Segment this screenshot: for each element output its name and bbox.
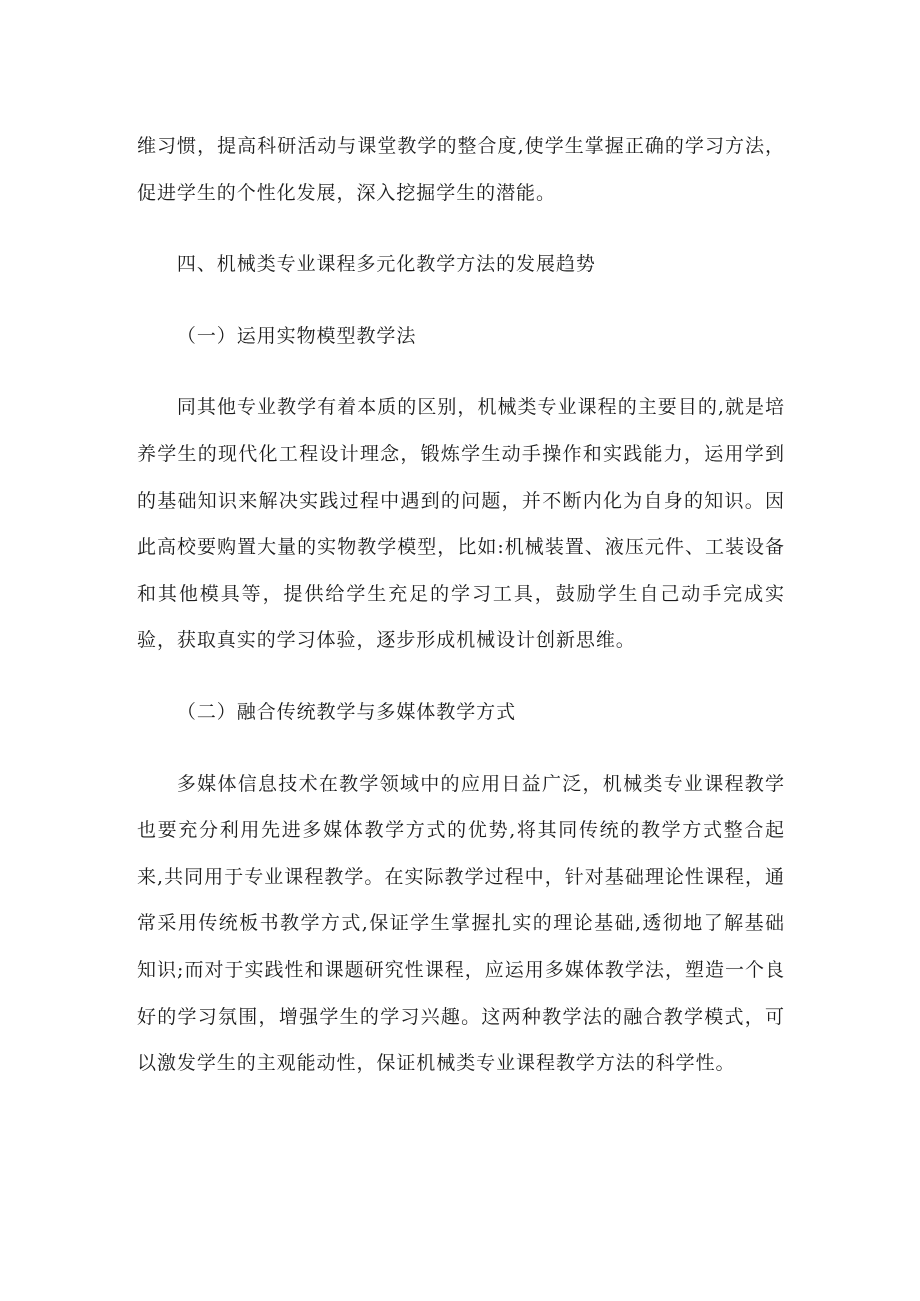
subsection-heading-2: （二）融合传统教学与多媒体教学方式 (176, 700, 517, 723)
paragraph-physical-models: 同其他专业教学有着本质的区别，机械类专业课程的主要目的,就是培养学生的现代化工程设计理念，锻炼学生动手操作和实践能力，运用学到的基础知识来解决实践过程中遇到的问题，并不断内化为自身的知识。因此高校要购置大量的实物教学模型，比如:机械装置、液压元件、工装设备和其他模具等，提供给学生充足的学习工具，鼓励学生自己动手完成实验，获取真实的学习体验，逐步形成机械设计创新思维。 (137, 396, 785, 652)
paragraph-gap (137, 359, 785, 384)
paragraph-gap (137, 736, 785, 761)
section-heading: 四、机械类专业课程多元化教学方法的发展趋势 (176, 253, 596, 276)
paragraph-multimedia: 多媒体信息技术在教学领域中的应用日益广泛，机械类专业课程教学也要充分利用先进多媒体教学方式的优势,将其同传统的教学方式整合起来,共同用于专业课程教学。在实际教学过程中，针对基础理论性课程，通常采用传统板书教学方式,保证学生掌握扎实的理论基础,透彻地了解基础知识;而对于实践性和课题研究性课程，应运用多媒体教学法，塑造一个良好的学习氛围，增强学生的学习兴趣。这两种教学法的融合教学模式，可以激发学生的主观能动性，保证机械类专业课程教学方法的科学性。 (137, 772, 785, 1075)
document-body (137, 123, 785, 1087)
paragraph-gap (137, 216, 785, 241)
paragraph-continued: 维习惯，提高科研活动与课堂教学的整合度,使学生掌握正确的学习方法，促进学生的个性化发展，深入挖掘学生的潜能。 (137, 135, 785, 204)
subsection-heading-1: （一）运用实物模型教学法 (176, 324, 417, 347)
paragraph-gap (137, 288, 785, 313)
paragraph-gap (137, 664, 785, 689)
